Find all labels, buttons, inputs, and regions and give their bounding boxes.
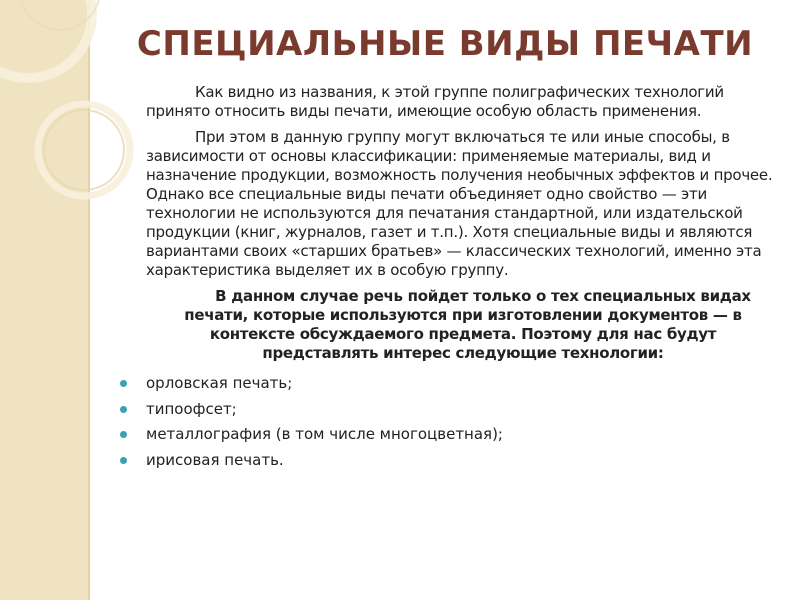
bullet-icon (120, 431, 127, 438)
bullet-icon (120, 380, 127, 387)
side-band-edge (88, 0, 90, 600)
list-item (120, 423, 503, 449)
side-band (0, 0, 88, 600)
slide-title: СПЕЦИАЛЬНЫЕ ВИДЫ ПЕЧАТИ (136, 24, 754, 64)
list-item-text: типоофсет; (146, 399, 237, 418)
bullet-icon (120, 406, 127, 413)
paragraph-intro: Как видно из названия, к этой группе полиграфических технологий принято относить виды печати, имеющие особую область применения. (146, 83, 724, 120)
list-item-text: металлография (в том числе многоцветная); (146, 425, 503, 443)
list-item (120, 449, 503, 475)
bullet-icon (120, 457, 127, 464)
list-item-text: ирисовая печать. (146, 450, 284, 469)
emphasis-text: В данном случае речь пойдет только о тех специальных видах печати, которые используются при изготовлении документов — в контексте обсуждаемого предмета. Поэтому для нас будут представлять интерес следующие технологии: (184, 287, 751, 362)
list-item-text: орловская печать; (146, 374, 293, 392)
list-item (120, 398, 503, 424)
list-item (120, 372, 503, 398)
paragraph-emphasis (146, 287, 786, 363)
paragraph-details: При этом в данную группу могут включаться те или иные способы, в зависимости от основы классификации: применяемые материалы, вид и назначение продукции, возможность получения необычных эффектов и прочее. Однако все специальные виды печати объединяет одно свойство — эти технологии не используются для печатания стандартной, или издательской продукции (книг, журналов, газет и т.п.). Хотя специальные виды и являются вариантами своих «старших братьев» — классических технологий, именно эта характеристика выделяет их в особую группу. (146, 128, 773, 279)
technology-list (120, 372, 503, 474)
slide-body (146, 83, 786, 365)
